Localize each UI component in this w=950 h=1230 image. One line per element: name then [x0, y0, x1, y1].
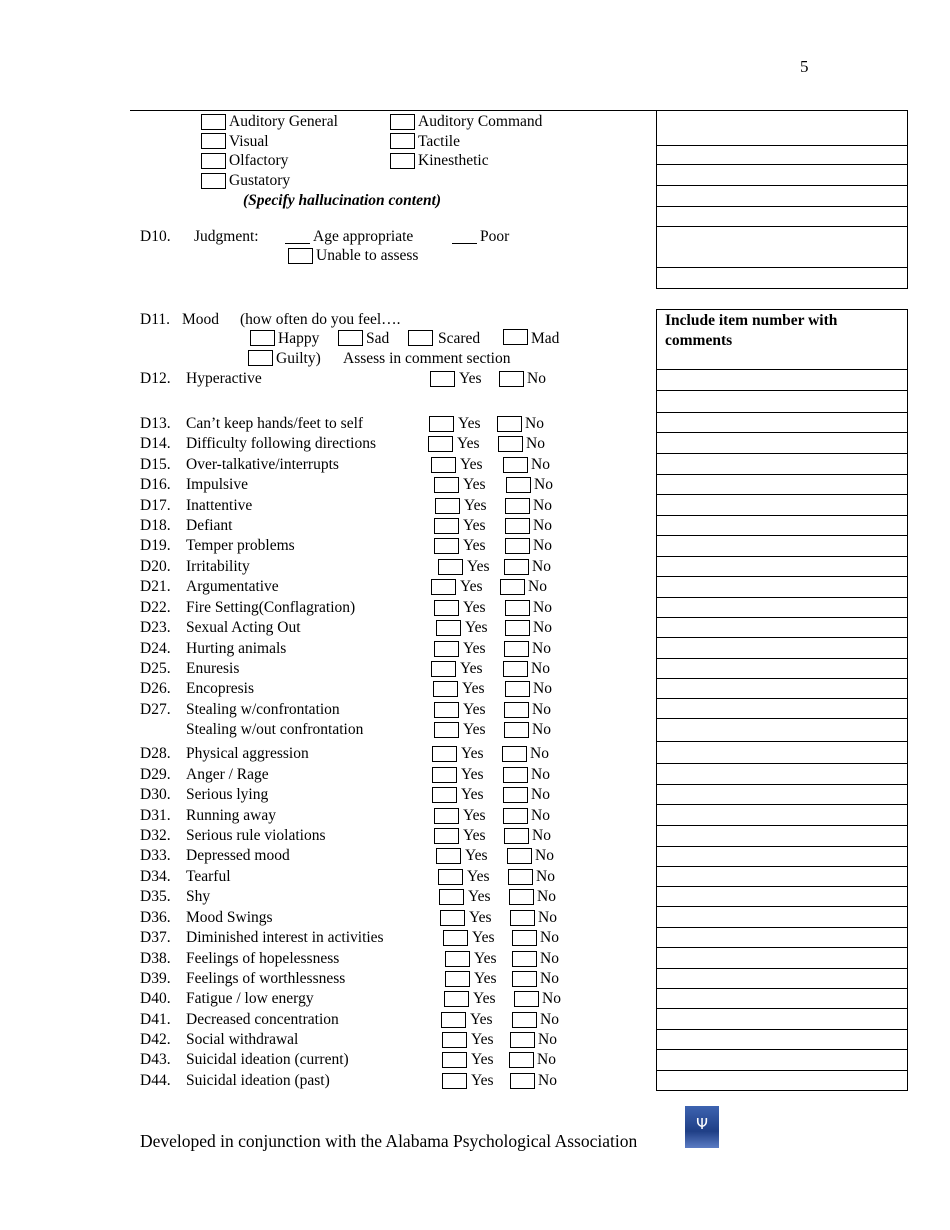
item-label: Temper problems	[186, 537, 295, 554]
no-checkbox[interactable]	[503, 787, 528, 803]
no-label: No	[532, 827, 551, 844]
yes-checkbox[interactable]	[434, 722, 459, 738]
comment-rule	[657, 678, 907, 679]
yes-checkbox[interactable]	[440, 910, 465, 926]
no-label: No	[538, 1031, 557, 1048]
yes-label: Yes	[463, 827, 486, 844]
yes-label: Yes	[471, 1072, 494, 1089]
comment-rule	[657, 164, 907, 165]
no-checkbox[interactable]	[503, 457, 528, 473]
no-checkbox[interactable]	[509, 889, 534, 905]
auditory-command-label: Auditory Command	[418, 113, 543, 130]
happy-label: Happy	[278, 330, 320, 347]
no-label: No	[525, 415, 544, 432]
yes-checkbox[interactable]	[431, 579, 456, 595]
item-number: D38.	[140, 950, 171, 967]
item-label: Enuresis	[186, 660, 240, 677]
comment-rule	[657, 886, 907, 887]
comment-rule	[657, 1008, 907, 1009]
item-number: D16.	[140, 476, 171, 493]
yes-checkbox[interactable]	[434, 518, 459, 534]
item-number: D32.	[140, 827, 171, 844]
item-label: Mood Swings	[186, 909, 273, 926]
no-checkbox[interactable]	[510, 1032, 535, 1048]
yes-checkbox[interactable]	[438, 559, 463, 575]
no-label: No	[540, 970, 559, 987]
yes-label: Yes	[474, 950, 497, 967]
item-label: Serious lying	[186, 786, 269, 803]
no-checkbox[interactable]	[505, 681, 530, 697]
comment-rule	[657, 927, 907, 928]
yes-checkbox[interactable]	[435, 498, 460, 514]
comment-rule	[657, 576, 907, 577]
no-checkbox[interactable]	[499, 371, 524, 387]
comment-rule	[657, 226, 907, 227]
item-number: D41.	[140, 1011, 171, 1028]
yes-checkbox[interactable]	[428, 436, 453, 452]
no-label: No	[532, 640, 551, 657]
comment-rule	[657, 1049, 907, 1050]
visual-label: Visual	[229, 133, 269, 150]
olfactory-label: Olfactory	[229, 152, 289, 169]
comment-rule	[657, 145, 907, 146]
item-label: Irritability	[186, 558, 250, 575]
comment-rule	[657, 718, 907, 719]
no-label: No	[531, 766, 550, 783]
no-label: No	[542, 990, 561, 1007]
item-number: D44.	[140, 1072, 171, 1089]
yes-checkbox[interactable]	[443, 930, 468, 946]
item-number: D37.	[140, 929, 171, 946]
comment-rule	[657, 556, 907, 557]
no-label: No	[527, 370, 546, 387]
mad-checkbox[interactable]	[503, 329, 528, 345]
item-label: Fire Setting(Conflagration)	[186, 599, 356, 616]
no-label: No	[531, 786, 550, 803]
item-number: D39.	[140, 970, 171, 987]
item-label: Over-talkative/interrupts	[186, 456, 339, 473]
yes-label: Yes	[471, 1031, 494, 1048]
item-label: Serious rule violations	[186, 827, 326, 844]
item-number: D33.	[140, 847, 171, 864]
no-label: No	[533, 537, 552, 554]
no-label: No	[531, 456, 550, 473]
item-number: D35.	[140, 888, 171, 905]
no-checkbox[interactable]	[500, 579, 525, 595]
item-number: D31.	[140, 807, 171, 824]
no-checkbox[interactable]	[506, 477, 531, 493]
gustatory-label: Gustatory	[229, 172, 291, 189]
item-number: D22.	[140, 599, 171, 616]
item-number: D24.	[140, 640, 171, 657]
no-label: No	[526, 435, 545, 452]
yes-label: Yes	[467, 558, 490, 575]
no-checkbox[interactable]	[510, 910, 535, 926]
yes-checkbox[interactable]	[436, 848, 461, 864]
no-label: No	[532, 721, 551, 738]
mood-prompt: (how often do you feel….	[240, 311, 401, 328]
yes-label: Yes	[460, 578, 483, 595]
yes-label: Yes	[468, 888, 491, 905]
no-label: No	[535, 847, 554, 864]
mad-label: Mad	[531, 330, 560, 347]
no-checkbox[interactable]	[512, 930, 537, 946]
item-label: Suicidal ideation (current)	[186, 1051, 349, 1068]
poor-checkbox[interactable]	[452, 228, 477, 244]
no-label: No	[537, 888, 556, 905]
item-number: D36.	[140, 909, 171, 926]
comment-rule	[657, 617, 907, 618]
no-label: No	[531, 660, 550, 677]
yes-checkbox[interactable]	[429, 416, 454, 432]
item-label: Inattentive	[186, 497, 253, 514]
yes-checkbox[interactable]	[444, 991, 469, 1007]
item-label: Fatigue / low energy	[186, 990, 314, 1007]
item-label: Sexual Acting Out	[186, 619, 301, 636]
no-label: No	[532, 701, 551, 718]
comment-rule	[657, 597, 907, 598]
guilty-checkbox[interactable]	[248, 350, 273, 366]
guilty-label: Guilty)	[276, 350, 321, 367]
yes-checkbox[interactable]	[445, 971, 470, 987]
yes-checkbox[interactable]	[434, 600, 459, 616]
comment-rule	[657, 369, 907, 370]
no-label: No	[534, 476, 553, 493]
no-checkbox[interactable]	[512, 971, 537, 987]
no-label: No	[538, 909, 557, 926]
yes-checkbox[interactable]	[432, 767, 457, 783]
yes-label: Yes	[462, 680, 485, 697]
comment-rule	[657, 1029, 907, 1030]
comment-rule	[657, 185, 907, 186]
item-label: Argumentative	[186, 578, 279, 595]
yes-label: Yes	[474, 970, 497, 987]
no-checkbox[interactable]	[503, 661, 528, 677]
no-label: No	[538, 1072, 557, 1089]
item-label: Feelings of hopelessness	[186, 950, 340, 967]
gustatory-checkbox[interactable]	[201, 173, 226, 189]
yes-label: Yes	[463, 476, 486, 493]
item-label: Encopresis	[186, 680, 255, 697]
comment-rule	[657, 866, 907, 867]
happy-checkbox[interactable]	[250, 330, 275, 346]
tactile-checkbox[interactable]	[390, 133, 415, 149]
comment-rule	[657, 658, 907, 659]
mood-assess-note: Assess in comment section	[343, 350, 511, 367]
visual-checkbox[interactable]	[201, 133, 226, 149]
no-label: No	[540, 950, 559, 967]
yes-checkbox[interactable]	[434, 808, 459, 824]
item-number: D17.	[140, 497, 171, 514]
item-label: Social withdrawal	[186, 1031, 299, 1048]
mood-number: D11.	[140, 311, 170, 328]
item-number: D25.	[140, 660, 171, 677]
comment-rule	[657, 825, 907, 826]
item-label: Shy	[186, 888, 211, 905]
olfactory-checkbox[interactable]	[201, 153, 226, 169]
no-checkbox[interactable]	[512, 1012, 537, 1028]
psychology-association-logo: Ψ	[685, 1106, 719, 1148]
no-checkbox[interactable]	[512, 951, 537, 967]
comment-rule	[657, 1070, 907, 1071]
unable-to-assess-checkbox[interactable]	[288, 248, 313, 264]
no-label: No	[533, 619, 552, 636]
yes-checkbox[interactable]	[432, 787, 457, 803]
scared-checkbox[interactable]	[408, 330, 433, 346]
yes-label: Yes	[463, 517, 486, 534]
comment-rule	[657, 390, 907, 391]
no-label: No	[533, 517, 552, 534]
item-label: Anger / Rage	[186, 766, 269, 783]
kinesthetic-label: Kinesthetic	[418, 152, 489, 169]
comment-rule	[657, 494, 907, 495]
age-appropriate-checkbox[interactable]	[285, 228, 310, 244]
no-label: No	[533, 599, 552, 616]
yes-label: Yes	[465, 847, 488, 864]
no-checkbox[interactable]	[514, 991, 539, 1007]
sad-label: Sad	[366, 330, 390, 347]
item-number: D19.	[140, 537, 171, 554]
auditory-general-label: Auditory General	[229, 113, 338, 130]
yes-label: Yes	[460, 456, 483, 473]
comment-rule	[657, 698, 907, 699]
yes-checkbox[interactable]	[441, 1012, 466, 1028]
no-checkbox[interactable]	[504, 559, 529, 575]
comment-rule	[657, 267, 907, 268]
item-label: Running away	[186, 807, 276, 824]
unable-to-assess-label: Unable to assess	[316, 247, 419, 264]
item-number: D13.	[140, 415, 171, 432]
no-checkbox[interactable]	[504, 702, 529, 718]
no-label: No	[531, 807, 550, 824]
item-number: D42.	[140, 1031, 171, 1048]
comment-rule	[657, 453, 907, 454]
item-label: Feelings of worthlessness	[186, 970, 346, 987]
comment-rule	[657, 846, 907, 847]
item-label: Diminished interest in activities	[186, 929, 384, 946]
yes-label: Yes	[460, 660, 483, 677]
no-checkbox[interactable]	[510, 1073, 535, 1089]
item-label: Can’t keep hands/feet to self	[186, 415, 364, 432]
item-number: D34.	[140, 868, 171, 885]
yes-label: Yes	[471, 1051, 494, 1068]
yes-checkbox[interactable]	[433, 681, 458, 697]
no-checkbox[interactable]	[505, 600, 530, 616]
item-label: Stealing w/confrontation	[186, 701, 340, 718]
no-label: No	[540, 1011, 559, 1028]
item-number: D29.	[140, 766, 171, 783]
no-checkbox[interactable]	[502, 746, 527, 762]
age-appropriate-label: Age appropriate	[313, 228, 414, 245]
item-number: D27.	[140, 701, 171, 718]
no-label: No	[530, 745, 549, 762]
comment-rule	[657, 988, 907, 989]
yes-checkbox[interactable]	[434, 828, 459, 844]
no-label: No	[533, 497, 552, 514]
comment-rule	[657, 763, 907, 764]
item-number: D23.	[140, 619, 171, 636]
item-label: Suicidal ideation (past)	[186, 1072, 330, 1089]
yes-label: Yes	[463, 599, 486, 616]
yes-checkbox[interactable]	[434, 641, 459, 657]
comment-rule	[657, 784, 907, 785]
item-number: D28.	[140, 745, 171, 762]
no-checkbox[interactable]	[507, 848, 532, 864]
item-label: Difficulty following directions	[186, 435, 376, 452]
comment-rule	[657, 515, 907, 516]
no-checkbox[interactable]	[503, 767, 528, 783]
yes-checkbox[interactable]	[442, 1032, 467, 1048]
no-checkbox[interactable]	[505, 498, 530, 514]
yes-label: Yes	[461, 745, 484, 762]
no-checkbox[interactable]	[504, 722, 529, 738]
no-label: No	[532, 558, 551, 575]
item-number: D20.	[140, 558, 171, 575]
auditory-general-checkbox[interactable]	[201, 114, 226, 130]
comment-rule	[657, 947, 907, 948]
yes-label: Yes	[457, 435, 480, 452]
judgment-number: D10.	[140, 228, 171, 245]
judgment-label: Judgment:	[194, 228, 259, 245]
comment-rule	[657, 741, 907, 742]
no-checkbox[interactable]	[505, 538, 530, 554]
comment-box-items	[656, 309, 908, 1091]
comment-rule	[657, 535, 907, 536]
item-label: Decreased concentration	[186, 1011, 339, 1028]
item-number: D21.	[140, 578, 171, 595]
no-label: No	[536, 868, 555, 885]
item-number: D40.	[140, 990, 171, 1007]
item-label: Hurting animals	[186, 640, 287, 657]
item-label: Defiant	[186, 517, 233, 534]
no-label: No	[537, 1051, 556, 1068]
yes-checkbox[interactable]	[434, 538, 459, 554]
yes-checkbox[interactable]	[439, 889, 464, 905]
top-rule	[130, 110, 657, 111]
yes-label: Yes	[465, 619, 488, 636]
item-label: Depressed mood	[186, 847, 290, 864]
item-label: Impulsive	[186, 476, 248, 493]
yes-label: Yes	[459, 370, 482, 387]
no-checkbox[interactable]	[498, 436, 523, 452]
auditory-command-checkbox[interactable]	[390, 114, 415, 130]
comment-rule	[657, 637, 907, 638]
item-number: D14.	[140, 435, 171, 452]
comments-header: Include item number with comments	[665, 312, 838, 349]
no-checkbox[interactable]	[509, 1052, 534, 1068]
yes-label: Yes	[461, 786, 484, 803]
no-checkbox[interactable]	[504, 828, 529, 844]
item-number: D15.	[140, 456, 171, 473]
comment-rule	[657, 412, 907, 413]
yes-label: Yes	[461, 766, 484, 783]
no-checkbox[interactable]	[504, 641, 529, 657]
yes-checkbox[interactable]	[445, 951, 470, 967]
comment-rule	[657, 206, 907, 207]
comment-box-top	[656, 110, 908, 289]
yes-checkbox[interactable]	[431, 457, 456, 473]
yes-label: Yes	[458, 415, 481, 432]
comment-rule	[657, 968, 907, 969]
hallucination-specify-note: (Specify hallucination content)	[243, 192, 442, 209]
footer-text: Developed in conjunction with the Alabama Psychological Association	[140, 1131, 638, 1151]
tactile-label: Tactile	[418, 133, 460, 150]
yes-checkbox[interactable]	[434, 702, 459, 718]
yes-checkbox[interactable]	[434, 477, 459, 493]
yes-label: Yes	[463, 640, 486, 657]
scared-label: Scared	[438, 330, 481, 347]
item-number: D18.	[140, 517, 171, 534]
comment-rule	[657, 804, 907, 805]
yes-checkbox[interactable]	[430, 371, 455, 387]
yes-label: Yes	[469, 909, 492, 926]
yes-label: Yes	[470, 1011, 493, 1028]
item-number: D30.	[140, 786, 171, 803]
item-number: D12.	[140, 370, 171, 387]
yes-checkbox[interactable]	[432, 746, 457, 762]
yes-label: Yes	[463, 721, 486, 738]
no-checkbox[interactable]	[503, 808, 528, 824]
yes-label: Yes	[463, 701, 486, 718]
mood-label: Mood	[182, 311, 220, 328]
yes-checkbox[interactable]	[431, 661, 456, 677]
poor-label: Poor	[480, 228, 510, 245]
comment-rule	[657, 474, 907, 475]
yes-label: Yes	[463, 537, 486, 554]
yes-checkbox[interactable]	[442, 1073, 467, 1089]
item-number: D26.	[140, 680, 171, 697]
yes-checkbox[interactable]	[442, 1052, 467, 1068]
sad-checkbox[interactable]	[338, 330, 363, 346]
kinesthetic-checkbox[interactable]	[390, 153, 415, 169]
yes-label: Yes	[467, 868, 490, 885]
item-label: Tearful	[186, 868, 231, 885]
item-label: Stealing w/out confrontation	[186, 721, 364, 738]
comment-rule	[657, 906, 907, 907]
no-checkbox[interactable]	[505, 518, 530, 534]
item-number: D43.	[140, 1051, 171, 1068]
page-number: 5	[800, 57, 809, 76]
no-label: No	[528, 578, 547, 595]
yes-label: Yes	[472, 929, 495, 946]
yes-checkbox[interactable]	[436, 620, 461, 636]
no-label: No	[540, 929, 559, 946]
yes-label: Yes	[463, 807, 486, 824]
item-label: Physical aggression	[186, 745, 309, 762]
comment-rule	[657, 432, 907, 433]
no-checkbox[interactable]	[508, 869, 533, 885]
yes-checkbox[interactable]	[438, 869, 463, 885]
yes-label: Yes	[473, 990, 496, 1007]
yes-label: Yes	[464, 497, 487, 514]
no-label: No	[533, 680, 552, 697]
item-label: Hyperactive	[186, 370, 262, 387]
no-checkbox[interactable]	[505, 620, 530, 636]
no-checkbox[interactable]	[497, 416, 522, 432]
